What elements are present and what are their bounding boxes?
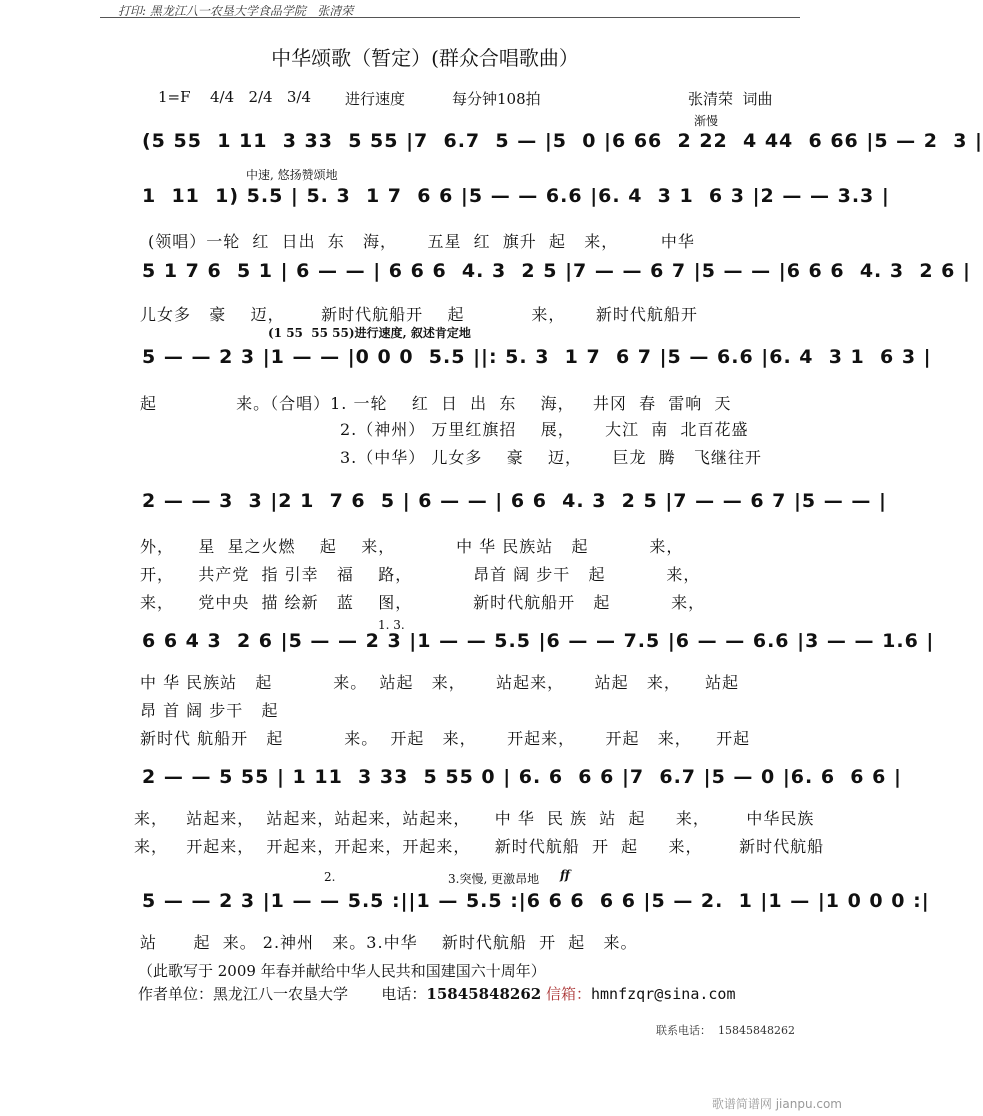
- author-unit: 作者单位：黑龙江八一农垦大学 电话：: [138, 985, 427, 1003]
- watermark: 歌谱简谱网 jianpu.com: [711, 1097, 842, 1111]
- lyric-line-8: 来， 党中央 描 绘新 蓝 图， 新时代航船开 起 来，: [140, 593, 706, 612]
- rit-label: 渐慢: [694, 114, 719, 128]
- footer-note: （此歌写于 2009 年春并献给中华人民共和国建国六十周年）: [138, 962, 546, 980]
- volta-2: 2.: [324, 870, 336, 884]
- lyric-line-5: 3.（中华） 儿女多 豪 迈， 巨龙 腾 飞继往开: [340, 448, 762, 467]
- intro-repeat-note: (1 55 55 55)进行速度, 叙述肯定地: [268, 326, 471, 340]
- lyric-line-6: 外， 星 星之火燃 起 来， 中 华 民族站 起 来，: [140, 537, 684, 556]
- lyric-line-2: 儿女多 豪 迈， 新时代航船开 起 来， 新时代航船开: [140, 305, 698, 324]
- print-header: 打印: 黑龙江八一农垦大学食品学院 张清荣: [118, 4, 354, 18]
- lyric-line-9: 中 华 民族站 起 来。 站起 来， 站起来， 站起 来， 站起: [140, 673, 740, 692]
- song-title: 中华颂歌（暂定）(群众合唱歌曲）: [271, 46, 579, 70]
- phone-number: 15845848262: [426, 985, 542, 1003]
- dynamic-marking: ff: [560, 868, 570, 882]
- author-label: 张清荣 词曲: [688, 90, 773, 108]
- volta-3: 3.突慢, 更激昂地: [448, 872, 540, 886]
- score-row-4: 5 — — 2 3 |1 — — |0 0 0 5.5 ||: 5. 3 1 7 6 7 |5 — 6.6 |6. 4 3 1 6 3 |: [142, 346, 932, 368]
- lyric-line-1: (领唱）一轮 红 日出 东 海， 五星 红 旗升 起 来， 中华: [148, 232, 695, 251]
- lyric-line-12: 来， 站起来， 站起来，站起来，站起来， 中 华 民 族 站 起 来， 中华民族: [134, 809, 815, 828]
- lyric-line-7: 开， 共产党 指 引幸 福 路， 昂首 阔 步干 起 来，: [140, 565, 701, 584]
- score-row-3: 5 1 7 6 5 1 | 6 — — | 6 6 6 4. 3 2 5 |7 — — 6 7 |5 — — |6 6 6 4. 3 2 6 |: [142, 260, 971, 282]
- lyric-line-10: 昂 首 阔 步干 起: [140, 701, 279, 720]
- footer-contact-row: [138, 983, 736, 1004]
- header-rule: [100, 17, 800, 18]
- lyric-line-11: 新时代 航船开 起 来。 开起 来， 开起来， 开起 来， 开起: [140, 729, 751, 748]
- score-row-6: 6 6 4 3 2 6 |5 — — 2 3 |1 — — 5.5 |6 — — 7.5 |6 — — 6.6 |3 — — 1.6 |: [142, 630, 935, 652]
- key-signature: 1=F: [158, 88, 191, 106]
- score-row-8: 5 — — 2 3 |1 — — 5.5 :||1 — 5.5 :|6 6 6 6 6 |5 — 2. 1 |1 — |1 0 0 0 :|: [142, 890, 930, 912]
- meter-list: 4/4 2/4 3/4: [210, 88, 312, 106]
- lyric-line-3: 起 来。（合唱）1. 一轮 红 日 出 东 海， 井冈 春 雷响 天: [140, 394, 732, 413]
- mailbox-label: 信箱：: [545, 985, 591, 1003]
- tempo-label: 进行速度: [345, 90, 406, 108]
- score-row-5: 2 — — 3 3 |2 1 7 6 5 | 6 — — | 6 6 4. 3 2 5 |7 — — 6 7 |5 — — |: [142, 490, 887, 512]
- lyric-line-14: 站 起 来。 2.神州 来。3.中华 新时代航船 开 起 来。: [140, 933, 638, 952]
- contact-phone: 联系电话： 15845848262: [656, 1024, 795, 1037]
- email-address: hmnfzqr@sina.com: [591, 985, 736, 1003]
- lyric-line-4: 2.（神州） 万里红旗招 展， 大江 南 北百花盛: [340, 420, 749, 439]
- score-row-1: (5 55 1 11 3 33 5 55 |7 6.7 5 — |5 0 |6 66 2 22 4 44 6 66 |5 — 2 3 |: [142, 130, 983, 152]
- lyric-line-13: 来， 开起来， 开起来，开起来，开起来， 新时代航船 开 起 来， 新时代航船: [134, 837, 825, 856]
- score-row-2: 1 11 1) 5.5 | 5. 3 1 7 6 6 |5 — — 6.6 |6. 4 3 1 6 3 |2 — — 3.3 |: [142, 185, 890, 207]
- volta-1-3: 1. 3.: [378, 618, 405, 632]
- score-row-7: 2 — — 5 55 | 1 11 3 33 5 55 0 | 6. 6 6 6 |7 6.7 |5 — 0 |6. 6 6 6 |: [142, 766, 902, 788]
- mid-speed-note: 中速, 悠扬赞颂地: [246, 168, 338, 182]
- bpm-label: 每分钟108拍: [452, 90, 541, 108]
